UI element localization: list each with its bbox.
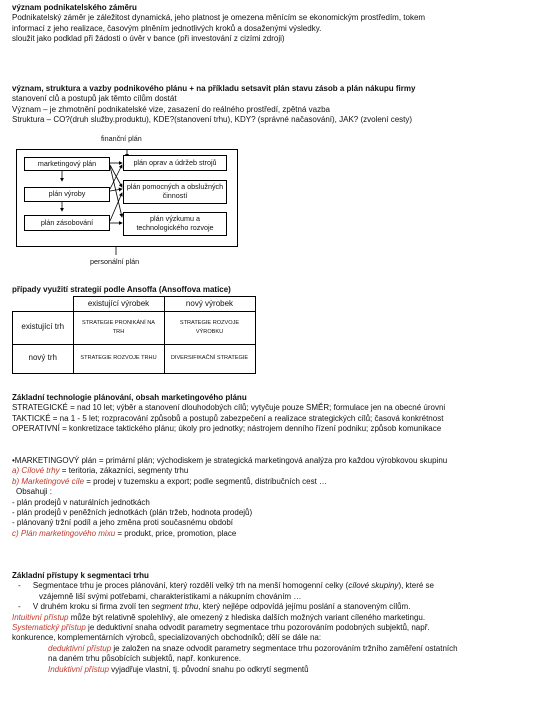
diagram-box-research-plan: plán výzkumu a technologického rozvoje (123, 212, 227, 236)
bullet-text: Segmentace trhu je proces plánování, který rozdělí velký trh na menší homogenní celky ( (32, 581, 349, 591)
item-text: vyjadřuje vlastní, tj. původní snahu po odkrytí segmentů (108, 664, 309, 674)
ansoff-matrix (12, 296, 256, 374)
paragraph-line (12, 665, 532, 675)
item-text: = produkt, price, promotion, place (115, 528, 237, 538)
section-heading: případy využití strategií podle Ansoffa (Ansoffova matice) (12, 285, 231, 294)
bullet-text: , který nejlépe odpovídá jejímu poslání a stanoveným cílům. (198, 602, 411, 612)
section-business-plan (12, 3, 532, 45)
bullet-text: V druhém kroku si firma zvolí ten (32, 602, 152, 612)
diagram-box-auxiliary-plan: plán pomocných a obslužných činností (123, 180, 227, 204)
bullet-italic: cílové skupiny (348, 581, 399, 591)
item-label: c) Plán marketingového mixu (12, 528, 116, 538)
diagram-bottom-label: personální plán (90, 257, 140, 266)
bullet-line (12, 602, 532, 612)
section-heading: Základní technologie plánování, obsah marketingového plánu (12, 393, 247, 402)
paragraph-line: sloužit jako podklad při žádosti o úvěr v bance (při investování z cizími zdroji) (12, 34, 285, 44)
item-label: Intuitivní přístup (12, 612, 69, 622)
paragraph-line (12, 623, 532, 633)
item-label: a) Cílové trhy (12, 466, 60, 476)
matrix-col-header: nový výrobek (164, 297, 255, 312)
item-text: = prodej v tuzemsku a export; podle segmentů, distribučních cest … (84, 476, 328, 486)
diagram-box-supply-plan: plán zásobování (24, 215, 110, 231)
paragraph-line: •MARKETINGOVÝ plán = primární plán; východiskem je strategická marketingová analýza pro každou výrobkovou skupinu (12, 456, 448, 465)
diagram-box-marketing-plan: marketingový plán (24, 157, 110, 171)
item-text: je deduktivní snaha odvodit parametry segmentace trhu pozorováním podobných subjektů, např. (85, 623, 430, 633)
paragraph-line (12, 644, 532, 654)
paragraph-line: Význam – je zhmotnění podnikatelské vize, zasazení do reálného prostředí, zpětná vazba (12, 104, 330, 114)
bullet-dash: - (18, 602, 21, 612)
plan-diagram (16, 149, 238, 257)
item-label: deduktivní přístup (48, 643, 112, 653)
paragraph-line: STRATEGICKÉ = nad 10 let; výběr a stanovení dlouhodobých cílů; vytyčuje pouze SMĚR; formulace jen na obecné úrovni (12, 403, 446, 413)
section-heading: význam, struktura a vazby podnikového plánu + na příkladu setsavit plán stavu zásob a plán nákupu firmy (12, 84, 416, 93)
item-text: může být relativně spolehlivý, ale omezený z hlediska dalších možných variant cíleného marketingu. (68, 612, 426, 622)
section-heading: význam podnikatelského záměru (12, 3, 137, 12)
matrix-cell: STRATEGIE PRONIKÁNÍ NA TRH (73, 311, 164, 344)
item-text: = teritoria, zákazníci, segmenty trhu (59, 466, 189, 476)
paragraph-line: konkurence, komplementárních výrobců, specializovaných obchodníků; dělí se dále na: (12, 633, 322, 643)
section-planning-tech (12, 393, 532, 435)
paragraph-line (12, 466, 532, 476)
matrix-cell: DIVERSIFIKAČNÍ STRATEGIE (164, 344, 255, 373)
bullet-italic: segment trhu (151, 602, 199, 612)
bullet-text: ), které se (398, 581, 435, 591)
diagram-box-production-plan: plán výroby (24, 187, 110, 202)
section-marketing-plan (12, 456, 532, 539)
diagram-box-maintenance-plan: plán oprav a údržeb strojů (123, 155, 227, 171)
matrix-cell: STRATEGIE ROZVOJE TRHU (73, 344, 164, 373)
diagram-top-label: finanční plán (101, 134, 142, 143)
section-heading: Základní přístupy k segmentaci trhu (12, 571, 149, 580)
list-item: - plán prodejů v naturálních jednotkách (12, 497, 150, 507)
section-ansoff (12, 285, 532, 295)
matrix-col-header: existující výrobek (73, 297, 164, 312)
matrix-row-header: existující trh (13, 311, 74, 344)
item-label: b) Marketingové cíle (12, 476, 85, 486)
list-item: - plán prodejů v peněžních jednotkách (plán tržeb, hodnota prodejů) (12, 508, 253, 518)
bullet-line (12, 581, 532, 591)
item-label: Systematický přístup (12, 623, 86, 633)
paragraph-line: na daném trhu působících subjektů, např. konkurence. (48, 654, 242, 664)
paragraph-line: stanovení clů a postupů jak těmto cílům dostát (12, 94, 177, 104)
matrix-row-header: nový trh (13, 344, 74, 373)
paragraph-line: informací z jeho realizace, časovým plněním jednotlivých kroků a dosaženými výsledky. (12, 23, 322, 33)
section-company-plan (12, 84, 532, 126)
section-segmentation (12, 571, 532, 675)
bullet-dash: - (18, 581, 21, 591)
paragraph-line (12, 613, 532, 623)
paragraph-line (12, 529, 532, 539)
matrix-corner (13, 297, 74, 312)
item-text: je založen na snaze odvodit parametry segmentace trhu pozorováním tržního zaměření ostatních (111, 643, 458, 653)
paragraph-line: Struktura – CO?(druh služby.produktu), KDE?(stanovení trhu), KDY? (správné načasování), JAK? (zvolení cesty) (12, 115, 413, 125)
paragraph-line (12, 477, 532, 487)
list-item: - plánovaný tržní podíl a jeho změna proti současnému období (12, 518, 234, 528)
item-label: Induktivní přístup (48, 664, 109, 674)
paragraph-line: Obsahuji : (16, 487, 53, 497)
bullet-continuation: vzájemně liší svými potřebami, charakteristikami a nákupním chováním … (39, 591, 302, 601)
paragraph-line: OPERATIVNÍ = konkretizace taktického plánu; úkoly pro jednotky; nástrojem denního řízení podniku; způsob komunikace (12, 424, 442, 434)
paragraph-line: TAKTICKÉ = na 1 - 5 let; rozpracování způsobů a postupů zabezpečení a realizace strategických cílů; časová konkrétnost (12, 413, 444, 423)
paragraph-line: Podnikatelský záměr je záležitost dynamická, jeho platnost je omezena měnícím se ekonomickým prostředím, tokem (12, 13, 426, 23)
matrix-cell: STRATEGIE ROZVOJE VÝROBKU (164, 311, 255, 344)
